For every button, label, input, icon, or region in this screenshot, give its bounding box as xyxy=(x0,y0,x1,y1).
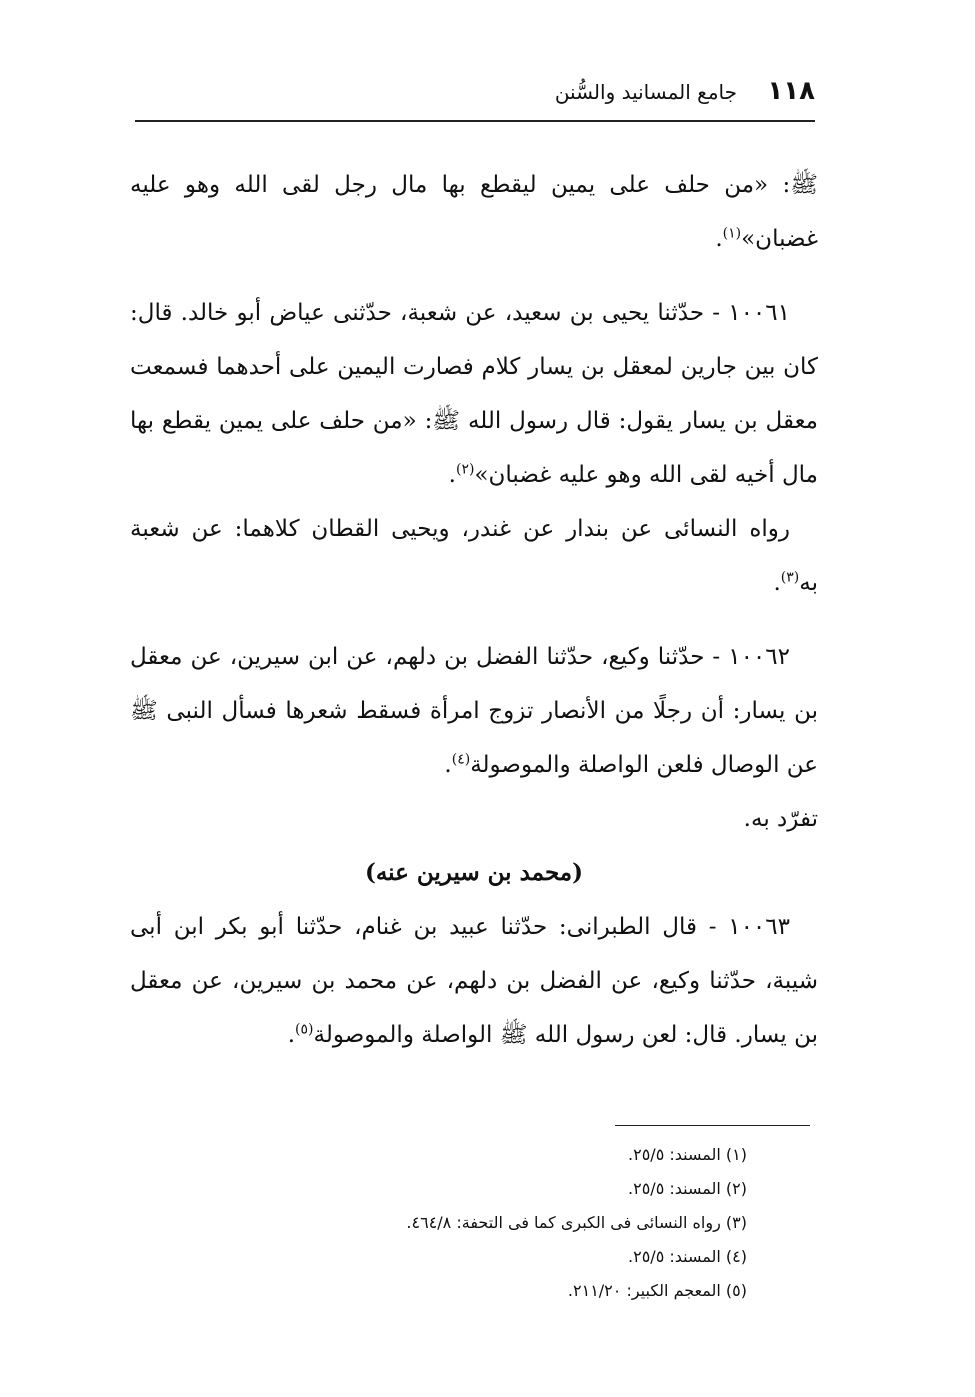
footnote-5: (٥) المعجم الكبير: ٢١١/٢٠. xyxy=(567,1281,747,1300)
spacer xyxy=(130,610,818,630)
narration-note: رواه النسائى عن بندار عن غندر، ويحيى القطان كلاهما: عن شعبة به$^{(٣)}$. xyxy=(130,516,818,596)
main-text xyxy=(130,158,818,1062)
page-header xyxy=(135,70,815,112)
narration-note-text: رواه النسائى عن بندار عن غندر، ويحيى القطان كلاهما: عن شعبة به xyxy=(130,516,818,596)
footnote-ref-2: (٢) xyxy=(455,461,475,478)
footnotes xyxy=(227,1138,747,1308)
footnote-ref-4: (٤) xyxy=(451,751,471,768)
running-title: جامع المسانيد والسُّنن xyxy=(554,80,737,104)
page-number: ١١٨ xyxy=(767,76,815,106)
hadith-10061-text: ١٠٠٦١ - حدّثنا يحيى بن سعيد، عن شعبة، حدّثنى عياض أبو خالد. قال: كان بين جارين لمعقل بن يسار كلام فصارت اليمين على أحدهما فسمعت معقل بن يسار يقول: قال رسول الله ﷺ: «من حلف على يمين يقطع بها مال أخيه لقى الله وهو عليه غضبان» xyxy=(130,300,818,488)
section-heading: (محمد بن سيرين عنه) xyxy=(364,859,584,886)
paragraph-1-text: ﷺ: «من حلف على يمين ليقطع بها مال رجل لقى الله وهو عليه غضبان» xyxy=(130,172,818,252)
paragraph-1: ﷺ: «من حلف على يمين ليقطع بها مال رجل لقى الله وهو عليه غضبان»$^{(١)}$. xyxy=(130,172,818,252)
hadith-10062-text: ١٠٠٦٢ - حدّثنا وكيع، حدّثنا الفضل بن دلهم، عن ابن سيرين، عن معقل بن يسار: أن رجلًا من الأنصار تزوج امرأة فسقط شعرها فسأل النبى ﷺ عن الوصال فلعن الواصلة والموصولة xyxy=(130,644,818,778)
footnote-ref-3: (٣) xyxy=(780,569,800,586)
hadith-10063: ١٠٠٦٣ - قال الطبرانى: حدّثنا عبيد بن غنام، حدّثنا أبو بكر ابن أبى شيبة، حدّثنا وكيع، عن الفضل بن دلهم، عن محمد بن سيرين، عن معقل بن يسار. قال: لعن رسول الله ﷺ الواصلة والموصولة$^{(٥)}$. xyxy=(130,914,818,1048)
footnote-4: (٤) المسند: ٢٥/٥. xyxy=(628,1247,747,1266)
header-rule xyxy=(135,120,815,122)
hadith-10063-text: ١٠٠٦٣ - قال الطبرانى: حدّثنا عبيد بن غنام، حدّثنا أبو بكر ابن أبى شيبة، حدّثنا وكيع، عن الفضل بن دلهم، عن محمد بن سيرين، عن معقل بن يسار. قال: لعن رسول الله ﷺ الواصلة والموصولة xyxy=(130,914,818,1048)
footnote-ref-5: (٥) xyxy=(295,1021,314,1038)
footnote-1: (١) المسند: ٢٥/٥. xyxy=(628,1145,747,1164)
hadith-10062-tail: تفرّد به. xyxy=(743,806,818,832)
footnote-3: (٣) رواه النسائى فى الكبرى كما فى التحفة: ٤٦٤/٨. xyxy=(406,1213,747,1232)
hadith-10061: ١٠٠٦١ - حدّثنا يحيى بن سعيد، عن شعبة، حدّثنى عياض أبو خالد. قال: كان بين جارين لمعقل بن يسار كلام فصارت اليمين على أحدهما فسمعت معقل بن يسار يقول: قال رسول الله ﷺ: «من حلف على يمين يقطع بها مال أخيه لقى الله وهو عليه غضبان»$^{(٢)}$. xyxy=(130,300,818,488)
footnote-rule xyxy=(615,1125,810,1126)
footnote-2: (٢) المسند: ٢٥/٥. xyxy=(628,1179,747,1198)
spacer xyxy=(130,266,818,286)
hadith-10062: ١٠٠٦٢ - حدّثنا وكيع، حدّثنا الفضل بن دلهم، عن ابن سيرين، عن معقل بن يسار: أن رجلًا من الأنصار تزوج امرأة فسقط شعرها فسأل النبى ﷺ عن الوصال فلعن الواصلة والموصولة$^{(٤)}$. xyxy=(130,644,818,778)
footnote-ref-1: (١) xyxy=(722,225,742,242)
